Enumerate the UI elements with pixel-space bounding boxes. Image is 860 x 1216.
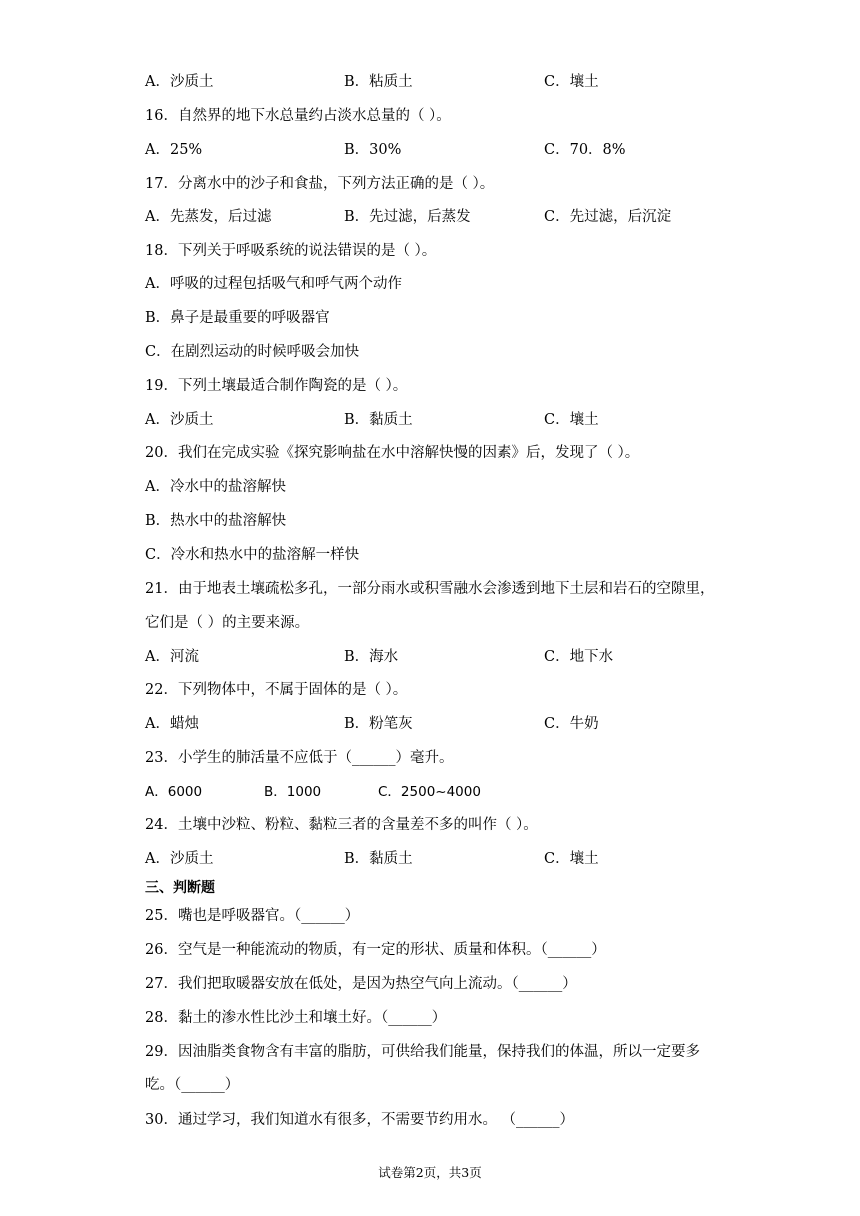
question-30: 30．通过学习，我们知道水有很多，不需要节约用水。 （______） (145, 1112, 575, 1128)
option-18-b: B．鼻子是最重要的呼吸器官 (145, 310, 330, 326)
option-c: C．2500~4000 (378, 784, 481, 800)
question-23: 23．小学生的肺活量不应低于（______）毫升。 (145, 750, 454, 766)
question-29-line-1: 29．因油脂类食物含有丰富的脂肪，可供给我们能量，保持我们的体温，所以一定要多 (145, 1044, 700, 1060)
option-c: C．壤土 (544, 851, 599, 867)
option-b: B．1000 (264, 784, 322, 800)
option-a: A．6000 (145, 784, 203, 800)
options-row-22 (145, 712, 724, 736)
option-c: C．先过滤，后沉淀 (544, 209, 672, 225)
question-17: 17．分离水中的沙子和食盐，下列方法正确的是（ ）。 (145, 176, 495, 192)
option-b: B．先过滤，后蒸发 (344, 209, 471, 225)
option-b: B．黏质土 (344, 412, 413, 428)
option-b: B．30% (344, 142, 402, 158)
option-c: C．壤土 (544, 412, 599, 428)
option-a: A．25% (145, 142, 203, 158)
question-24: 24．土壤中沙粒、粉粒、黏粒三者的含量差不多的叫作（ ）。 (145, 817, 538, 833)
question-20: 20．我们在完成实验《探究影响盐在水中溶解快慢的因素》后，发现了（ ）。 (145, 445, 640, 461)
option-a: A．先蒸发，后过滤 (145, 209, 272, 225)
question-29-line-2: 吃。（______） (145, 1077, 240, 1093)
option-a: A．河流 (145, 649, 199, 665)
option-a: A．沙质土 (145, 412, 214, 428)
options-row-21 (145, 645, 724, 669)
option-b: B．黏质土 (344, 851, 413, 867)
question-19: 19．下列土壤最适合制作陶瓷的是（ ）。 (145, 378, 408, 394)
option-c: C．壤土 (544, 74, 599, 90)
option-c: C．地下水 (544, 649, 614, 665)
option-20-b: B．热水中的盐溶解快 (145, 513, 287, 529)
option-a: A．蜡烛 (145, 716, 199, 732)
question-22: 22．下列物体中，不属于固体的是（ ）。 (145, 682, 408, 698)
option-a: A．沙质土 (145, 74, 214, 90)
question-26: 26．空气是一种能流动的物质，有一定的形状、质量和体积。（______） (145, 942, 606, 958)
question-27: 27．我们把取暖器安放在低处，是因为热空气向上流动。（______） (145, 976, 577, 992)
options-row-24 (145, 847, 724, 871)
options-row-16 (145, 138, 724, 162)
options-row-19 (145, 408, 724, 432)
question-21-line-1: 21．由于地表土壤疏松多孔，一部分雨水或积雪融水会渗透到地下土层和岩石的空隙里， (145, 581, 715, 597)
option-18-a: A．呼吸的过程包括吸气和呼气两个动作 (145, 276, 402, 292)
question-18: 18．下列关于呼吸系统的说法错误的是（ ）。 (145, 243, 437, 259)
options-row-15 (145, 70, 724, 94)
question-28: 28．黏土的渗水性比沙土和壤土好。（______） (145, 1010, 447, 1026)
question-21-line-2: 它们是（ ）的主要来源。 (145, 615, 310, 631)
options-row-23 (145, 780, 724, 804)
option-b: B．海水 (344, 649, 399, 665)
options-row-17 (145, 205, 724, 229)
option-c: C．牛奶 (544, 716, 599, 732)
option-b: B．粉笔灰 (344, 716, 413, 732)
section-heading-true-false: 三、判断题 (145, 880, 215, 896)
option-20-c: C．冷水和热水中的盐溶解一样快 (145, 547, 360, 563)
option-20-a: A．冷水中的盐溶解快 (145, 479, 286, 495)
option-c: C．70．8% (544, 142, 626, 158)
question-16: 16．自然界的地下水总量约占淡水总量的（ ）。 (145, 108, 451, 124)
page-footer: 试卷第2页，共3页 (378, 1165, 482, 1180)
question-25: 25．嘴也是呼吸器官。（______） (145, 908, 360, 924)
option-b: B．粘质土 (344, 74, 413, 90)
option-a: A．沙质土 (145, 851, 214, 867)
option-18-c: C．在剧烈运动的时候呼吸会加快 (145, 344, 360, 360)
